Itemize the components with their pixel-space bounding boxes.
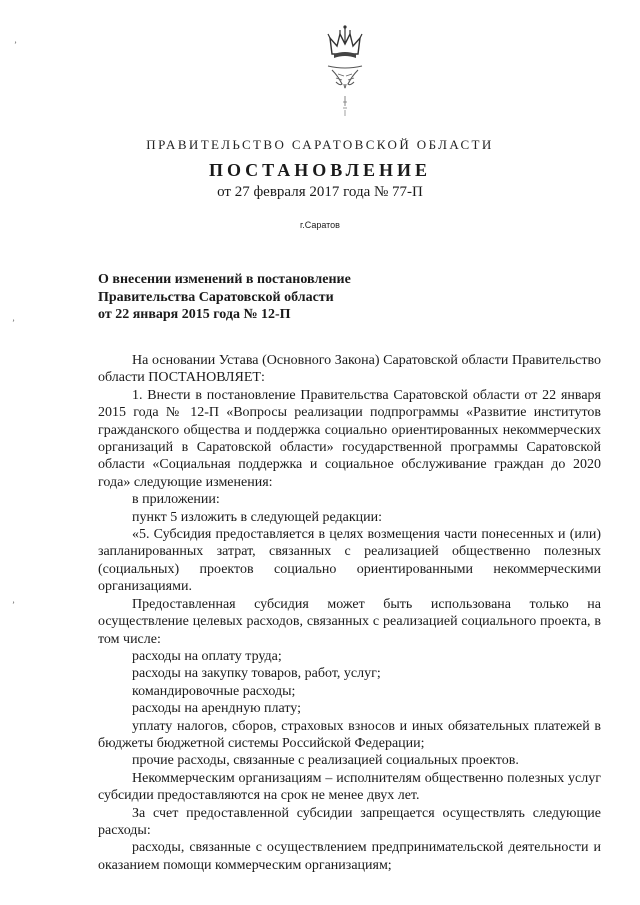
paragraph: Некоммерческим организациям – исполнителям общественно полезных услуг субсидии предоставляются на срок не менее двух лет. (98, 770, 601, 804)
scan-mark: ʼ (12, 600, 15, 610)
city: г.Саратов (300, 220, 340, 230)
document-type: ПОСТАНОВЛЕНИЕ (208, 160, 432, 180)
paragraph-preamble: На основании Устава (Основного Закона) Саратовской области Правительство области ПОСТАНОВЛЯЕТ: (98, 353, 601, 386)
list-item: уплату налогов, сборов, страховых взносов и иных обязательных платежей в бюджеты бюджетной системы Российской Федерации; (98, 718, 601, 751)
subject-line: от 22 января 2015 года № 12-П (98, 307, 291, 322)
paragraph: пункт 5 изложить в следующей редакции: (132, 509, 382, 525)
list-item: расходы на арендную плату; (132, 701, 302, 717)
scan-mark: ʼ (12, 318, 15, 328)
scan-mark: ʼ (14, 40, 17, 50)
list-item: командировочные расходы; (132, 683, 296, 699)
document-date-number: от 27 февраля 2017 года № 77-П (217, 184, 423, 200)
paragraph-item-5: «5. Субсидия предоставляется в целях возмещения части понесенных и (или) запланированных затрат, связанных с реализацией общественно полезных (социальных) проектов социально ориентированными некоммерческими организациями. (98, 527, 601, 595)
subject-line: О внесении изменений в постановление (98, 272, 351, 287)
paragraph: в приложении: (132, 492, 220, 508)
list-item: расходы на закупку товаров, работ, услуг; (132, 666, 381, 682)
saratov-emblem-icon (318, 20, 372, 118)
list-item: расходы на оплату труда; (132, 648, 282, 664)
government-name: ПРАВИТЕЛЬСТВО САРАТОВСКОЙ ОБЛАСТИ (146, 137, 494, 152)
subject-line: Правительства Саратовской области (98, 289, 334, 305)
list-item: прочие расходы, связанные с реализацией социальных проектов. (132, 753, 519, 769)
document-body (98, 352, 601, 874)
paragraph: Предоставленная субсидия может быть использована только на осуществление целевых расходов, связанных с реализацией социального проекта, в том числе: (98, 596, 601, 647)
paragraph-item-1: 1. Внести в постановление Правительства Саратовской области от 22 января 2015 года № 12-П «Вопросы реализации подпрограммы «Развитие институтов гражданского общества и поддержка социально ориентированных некоммерческих организаций в Саратовской области» государственной программы Саратовской области «Социальная поддержка и социальное обслуживание граждан до 2020 года» следующие изменения: (98, 387, 601, 490)
document-subject (98, 271, 351, 324)
paragraph: За счет предоставленной субсидии запрещается осуществлять следующие расходы: (98, 805, 601, 838)
paragraph: расходы, связанные с осуществлением предпринимательской деятельности и оказанием помощи коммерческим организациям; (98, 840, 601, 873)
